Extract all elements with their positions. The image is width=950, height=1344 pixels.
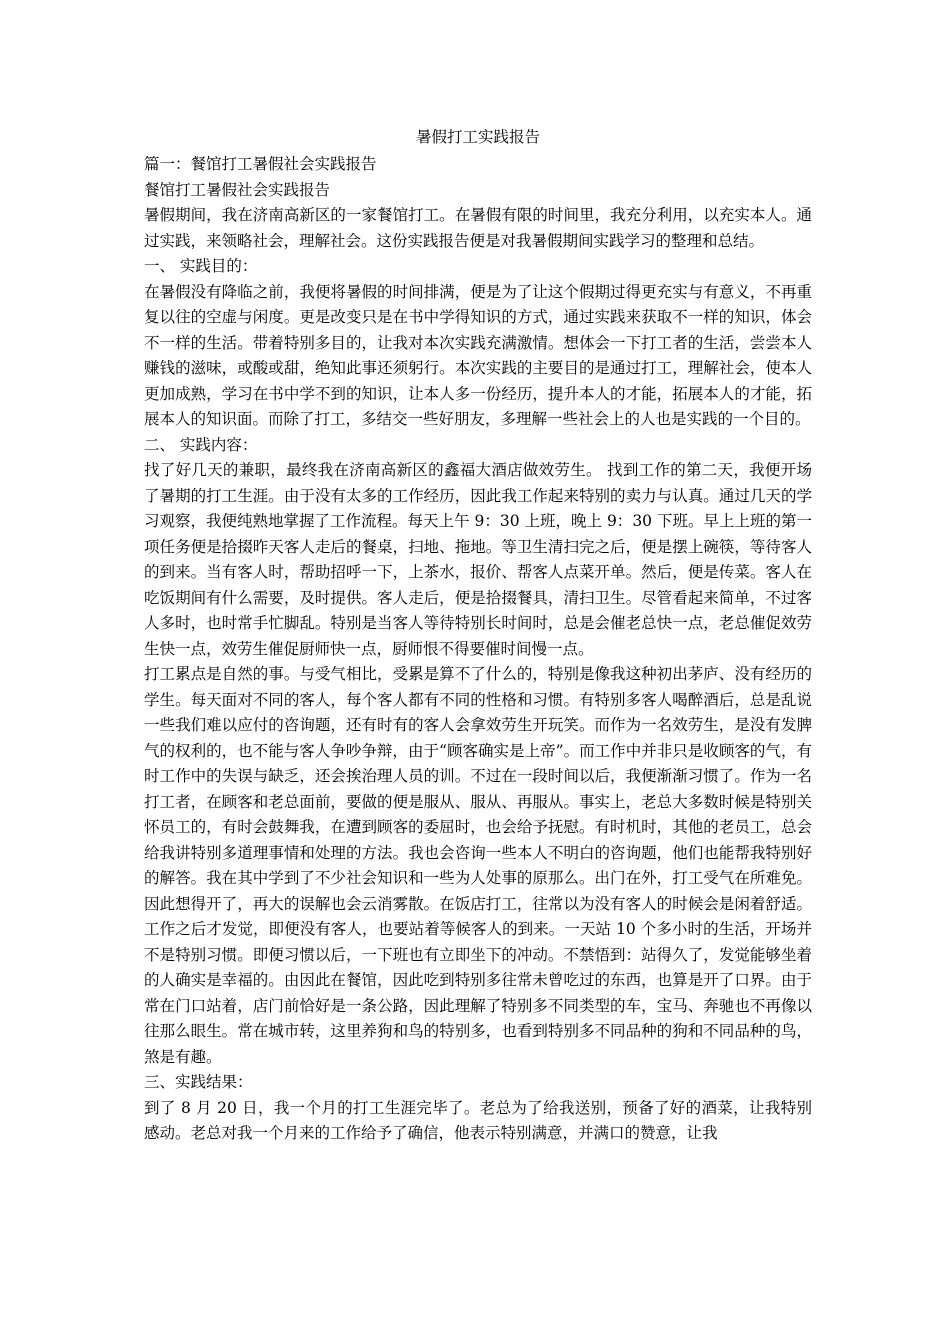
section-heading-content: 二、 实践内容：: [144, 435, 258, 454]
section-heading-purpose: 一、 实践目的：: [144, 257, 258, 275]
paragraph-intro: 暑假期间，我在济南高新区的一家餐馆打工。在暑假有限的时间里，我充分利用，以充实本人。通过实践，来领略社会，理解社会。这份实践报告便是对我暑假期间实践学习的整理和总结。: [144, 206, 812, 250]
paragraph-content-2: 打工累点是自然的事。与受气相比，受累是算不了什么的，特别是像我这种初出茅庐、没有经历的学生。每天面对不同的客人，每个客人都有不同的性格和习惯。有特别多客人喝醉酒后，总是乱说一些我们难以应付的咨询题，还有时有的客人会拿效劳生开玩笑。而作为一名效劳生，是没有发脾气的权利的，也不能与客人争吵争辩，由于“顾客确实是上帝”。而工作中并非只是收顾客的气，有时工作中的失误与缺乏，还会挨治理人员的训。不过在一段时间以后，我便渐渐习惯了。作为一名打工者，在顾客和老总面前，要做的便是服从、服从、再服从。事实上，老总大多数时候是特别关怀员工的，有时会鼓舞我，在遭到顾客的委屈时，也会给予抚慰。有时机时，其他的老员工，总会给我讲特别多道理事情和处理的方法。我也会咨询一些本人不明白的咨询题，他们也能帮我特别好的解答。我在其中学到了不少社会知识和一些为人处事的原那么。出门在外，打工受气在所难免。因此想得开了，再大的误解也会云消雾散。在饭店打工，往常以为没有客人的时候会是闲着舒适。工作之后才发觉，即便没有客人，也要站着等候客人的到来。一天站 10 个多小时的生活，开场并不是特别习惯。即便习惯以后，一下班也有立即坐下的冲动。不禁悟到：站得久了，发觉能够坐着的人确实是幸福的。由因此在餐馆，因此吃到特别多往常未曾吃过的东西，也算是开了口界。由于常在门口站着，店门前恰好是一条公路，因此理解了特别多不同类型的车，宝马、奔驰也不再像以往那么眼生。常在城市转，这里养狗和鸟的特别多，也看到特别多不同品种的狗和不同品种的鸟，煞是有趣。: [144, 665, 812, 1066]
paragraph-purpose: 在暑假没有降临之前，我便将暑假的时间排满，便是为了让这个假期过得更充实与有意义，不再重复以往的空虚与闲度。更是改变只是在书中学得知识的方式，通过实践来获取不一样的知识，体会不一样的生活。带着特别多目的，让我对本次实践充满激情。想体会一下打工者的生活，尝尝本人赚钱的滋味，或酸或甜，绝知此事还须躬行。本次实践的主要目的是通过打工，理解社会，使本人更加成熟，学习在书中学不到的知识，让本人多一份经历，提升本人的才能，拓展本人的才能，拓展本人的知识面。而除了打工，多结交一些好朋友，多理解一些社会上的人也是实践的一个目的。: [144, 282, 812, 428]
paragraph-content-1: 找了好几天的兼职，最终我在济南高新区的鑫福大酒店做效劳生。 找到工作的第二天，我便开场了暑期的打工生涯。由于没有太多的工作经历，因此我工作起来特别的卖力与认真。通过几天的学习观察，我便纯熟地掌握了工作流程。每天上午 9：30 上班，晚上 9：30 下班。早上上班的第一项任务便是拾掇昨天客人走后的餐桌，扫地、拖地。等卫生清扫完之后，便是摆上碗筷，等待客人的到来。当有客人时，帮助招呼一下，上茶水，报价、帮客人点菜开单。然后，便是传菜。客人在吃饭期间有什么需要，及时提供。客人走后，便是拾掇餐具，清扫卫生。尽管看起来简单，不过客人多时，也时常手忙脚乱。特别是当客人等待特别长时间时，总是会催老总快一点，老总催促效劳生快一点，效劳生催促厨师快一点，厨师恨不得要催时间慢一点。: [144, 461, 812, 658]
document-title: 暑假打工实践报告: [415, 128, 540, 146]
subtitle: 餐馆打工暑假社会实践报告: [144, 180, 331, 199]
paragraph-result: 到了 8 月 20 日，我一个月的打工生涯完毕了。老总为了给我送别，预备了好的酒菜，让我特别感动。老总对我一个月来的工作给予了确信，他表示特别满意，并满口的赞意，让我: [144, 1098, 812, 1142]
section-heading-part1: 篇一：餐馆打工暑假社会实践报告: [144, 155, 377, 173]
section-heading-result: 三、实践结果：: [144, 1073, 253, 1091]
document-body: [144, 124, 812, 1147]
